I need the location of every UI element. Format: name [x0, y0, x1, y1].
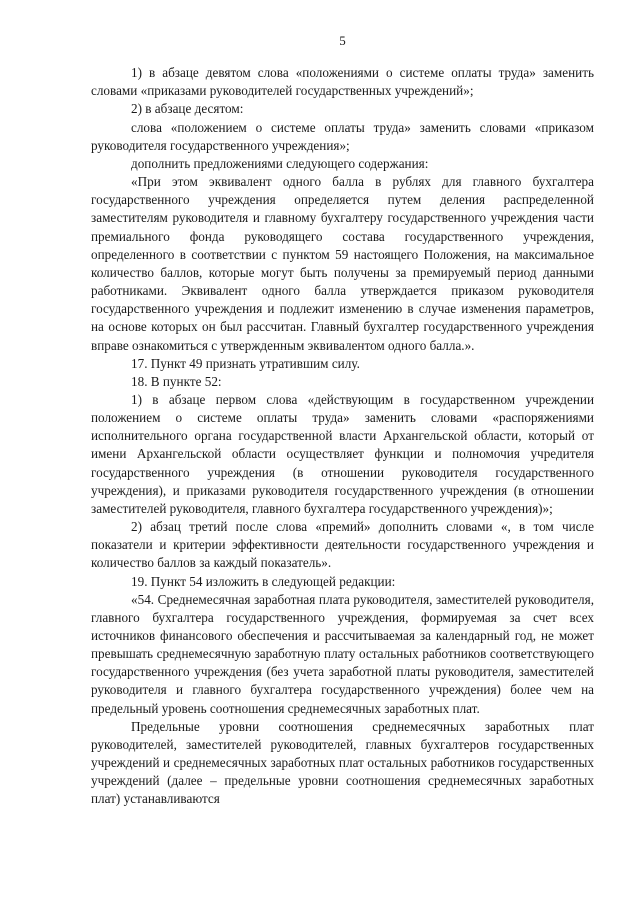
- paragraph: 2) абзац третий после слова «премий» дополнить словами «, в том числе показатели и критерии эффективности деятельности государственного учреждения и количество баллов за каждый показатель».: [91, 519, 594, 571]
- paragraph: 2) в абзаце десятом:: [131, 101, 244, 117]
- paragraph: «При этом эквивалент одного балла в рублях для главного бухгалтера государственного учреждения определяется путем деления распределенной заместителям руководителя и главному бухгалтеру государственного учреждения части премиального фонда руководящего состава государственного учреждения, определенного в соответствии с пунктом 59 настоящего Положения, на максимальное количество баллов, которые могут быть получены за премируемый период данными работниками. Эквивалент одного балла утверждается приказом руководителя государственного учреждения и подлежит изменению в случае изменения параметров, на основе которых он был рассчитан. Главный бухгалтер государственного учреждения вправе ознакомиться с утвержденным эквивалентом одного балла.».: [91, 174, 594, 353]
- paragraph: 1) в абзаце девятом слова «положениями о системе оплаты труда» заменить словами «приказами руководителей государственных учреждений»;: [91, 65, 594, 99]
- paragraph: Предельные уровни соотношения среднемесячных заработных плат руководителей, заместителей руководителей, главных бухгалтеров государственных учреждений и среднемесячных заработных плат остальных работников государственных учреждений (далее – предельные уровни соотношения среднемесячных заработных плат) устанавливаются: [91, 718, 594, 807]
- page-number: 5: [339, 33, 346, 48]
- paragraph: «54. Среднемесячная заработная плата руководителя, заместителей руководителя, главного бухгалтера государственного учреждения, формируемая за счет всех источников финансового обеспечения и рассчитываемая за календарный год, не может превышать среднемесячную заработную плату остальных работников соответствующего государственного учреждения (без учета заработной платы руководителя, заместителей руководителя и главного бухгалтера государственного учреждения) более чем на предельный уровень соотношения среднемесячных заработных плат.: [91, 591, 594, 716]
- paragraph: 17. Пункт 49 признать утратившим силу.: [131, 355, 360, 371]
- paragraph: 18. В пункте 52:: [131, 373, 222, 389]
- paragraph: 1) в абзаце первом слова «действующим в государственном учреждении положением о системе оплаты труда» заменить словами «распоряжениями исполнительного органа государственной власти Архангельской области, который от имени Архангельской области осуществляет функции и полномочия учредителя государственного учреждения (в отношении руководителя государственного учреждения), и приказами руководителя государственного учреждения (в отношении заместителей руководителя, главного бухгалтера государственного учреждения)»;: [91, 391, 594, 516]
- paragraph: 19. Пункт 54 изложить в следующей редакции:: [131, 573, 396, 589]
- paragraph: дополнить предложениями следующего содержания:: [131, 155, 429, 171]
- paragraph: слова «положением о системе оплаты труда» заменить словами «приказом руководителя государственного учреждения»;: [91, 119, 594, 153]
